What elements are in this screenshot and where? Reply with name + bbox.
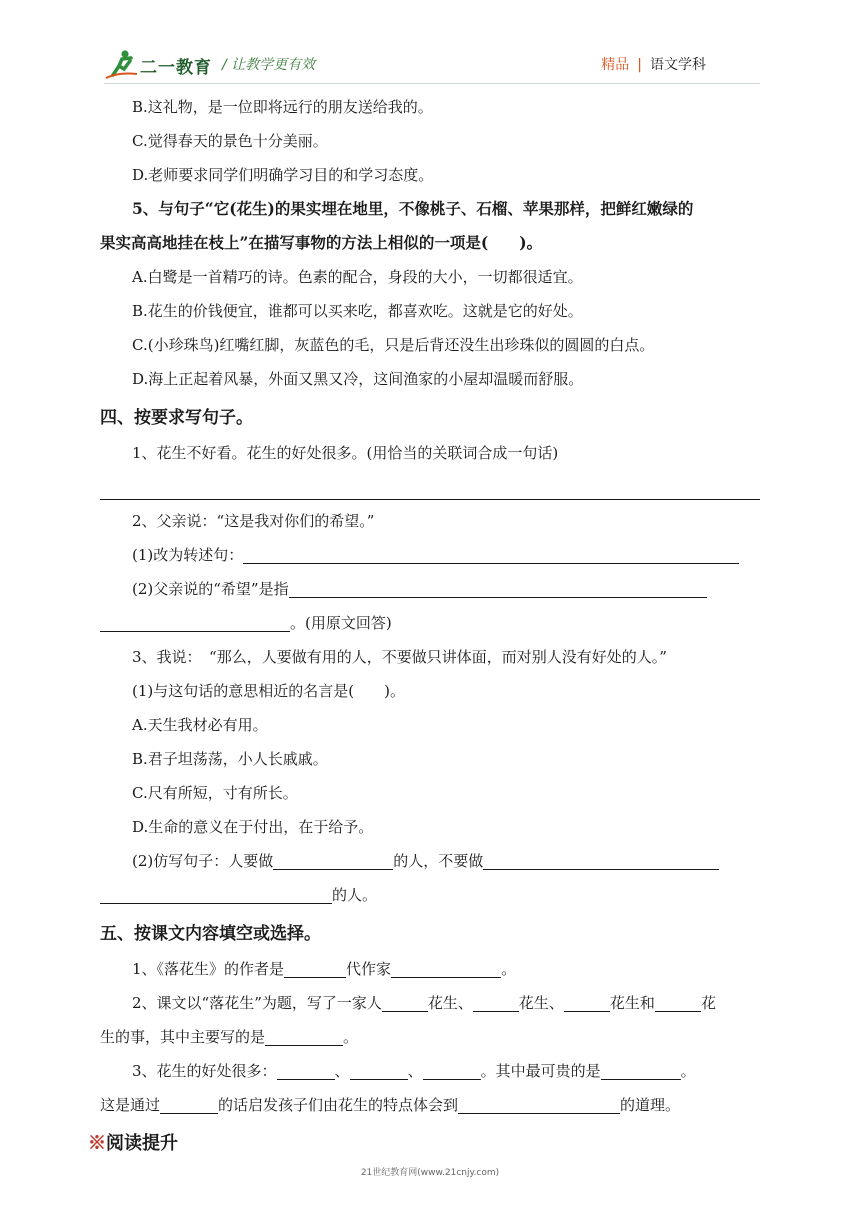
reading-heading xyxy=(88,1122,760,1162)
s5-q2-text-c: 花生、 xyxy=(518,994,564,1012)
s5-q3-cont xyxy=(100,1088,760,1122)
s4-q3-2-blank-1[interactable] xyxy=(273,849,393,870)
s4-q2-2-tail: 。(用原文回答) xyxy=(290,614,392,632)
worksheet-content xyxy=(88,90,760,1162)
s4-q2: 2、父亲说：“这是我对你们的希望。” xyxy=(132,512,375,530)
header-subject xyxy=(601,54,706,74)
quality-tag: 精品 xyxy=(601,57,630,73)
s5-q1-blank-2[interactable] xyxy=(391,957,501,978)
s5-q3 xyxy=(100,1054,760,1088)
section4-title: 四、按要求写句子。 xyxy=(100,408,253,428)
s4-q2-2 xyxy=(100,572,760,606)
runner-logo-icon xyxy=(104,48,138,80)
s4-q3-option-c: C.尺有所短，寸有所长。 xyxy=(132,784,298,802)
s4-q2-2-cont xyxy=(100,606,760,640)
s4-q3-2 xyxy=(100,844,760,878)
s5-q1-text-a: 1、《落花生》的作者是 xyxy=(132,960,285,978)
s5-q3-blank-4[interactable] xyxy=(601,1059,681,1080)
s5-q2-text-a: 2、课文以“落花生”为题，写了一家人 xyxy=(132,994,382,1012)
s4-q3-2-tail: 的人。 xyxy=(332,886,378,904)
s5-q3-sep-2: 、 xyxy=(407,1062,423,1080)
s5-q1-text-b: 代作家 xyxy=(346,960,392,978)
reference-mark: ※ xyxy=(88,1133,106,1154)
s5-q2 xyxy=(100,986,760,1020)
subject-label: 语文学科 xyxy=(650,57,706,73)
s5-q2-text-b: 花生、 xyxy=(427,994,473,1012)
s5-q2-text-g: 。 xyxy=(343,1028,359,1046)
q5-stem-line1: 5、与句子“它(花生)的果实埋在地里，不像桃子、石榴、苹果那样，把鲜红嫩绿的 xyxy=(132,199,694,218)
s5-q2-blank-1[interactable] xyxy=(382,991,428,1012)
q4-option-b: B.这礼物，是一位即将远行的朋友送给我的。 xyxy=(132,98,433,116)
section5-title: 五、按课文内容填空或选择。 xyxy=(100,924,321,944)
reading-title: 阅读提升 xyxy=(106,1133,178,1154)
s4-q2-1 xyxy=(100,538,760,572)
q5-option-c: C.(小珍珠鸟)红嘴红脚，灰蓝色的毛，只是后背还没生出珍珠似的圆圆的白点。 xyxy=(132,336,655,354)
s4-q3-2-cont xyxy=(100,878,760,912)
s5-q3-text-c: 。 xyxy=(680,1062,696,1080)
q5-option-d: D.海上正起着风暴，外面又黑又冷，这间渔家的小屋却温暖而舒服。 xyxy=(132,370,584,388)
q5-option-b: B.花生的价钱便宜，谁都可以买来吃，都喜欢吃。这就是它的好处。 xyxy=(132,302,583,320)
s4-q2-2-blank-1[interactable] xyxy=(289,577,707,598)
s5-q3-text-f: 的道理。 xyxy=(620,1096,681,1114)
s5-q2-text-e: 花 xyxy=(700,994,716,1012)
s5-q1-blank-1[interactable] xyxy=(284,957,346,978)
s5-q3-blank-1[interactable] xyxy=(277,1059,335,1080)
s4-q2-1-blank[interactable] xyxy=(243,543,739,564)
s5-q3-text-e: 的话启发孩子们由花生的特点体会到 xyxy=(218,1096,459,1114)
s4-q2-2-label: (2)父亲说的“希望”是指 xyxy=(132,580,289,598)
s5-q2-text-d: 花生和 xyxy=(609,994,655,1012)
header-separator: | xyxy=(637,57,642,73)
s5-q2-text-f: 生的事，其中主要写的是 xyxy=(100,1028,266,1046)
s4-q2-1-label: (1)改为转述句： xyxy=(132,546,244,564)
s4-q3-option-a: A.天生我材必有用。 xyxy=(132,716,268,734)
s5-q3-blank-3[interactable] xyxy=(423,1059,481,1080)
s4-q1-answer-line[interactable] xyxy=(100,470,760,504)
s5-q3-text-b: 。其中最可贵的是 xyxy=(480,1062,601,1080)
s5-q3-blank-2[interactable] xyxy=(350,1059,408,1080)
s4-q1: 1、花生不好看。花生的好处很多。(用恰当的关联词合成一句话) xyxy=(132,444,559,462)
s5-q2-blank-4[interactable] xyxy=(655,991,701,1012)
s5-q3-text-a: 3、花生的好处很多： xyxy=(132,1062,277,1080)
s4-q3-2-mid: 的人，不要做 xyxy=(393,852,484,870)
q4-option-d: D.老师要求同学们明确学习目的和学习态度。 xyxy=(132,166,434,184)
s5-q2-blank-5[interactable] xyxy=(265,1025,343,1046)
s4-q3-option-b: B.君子坦荡荡，小人长戚戚。 xyxy=(132,750,328,768)
s5-q2-cont xyxy=(100,1020,760,1054)
s5-q3-sep-1: 、 xyxy=(334,1062,350,1080)
header-slogan: / 让教学更有效 xyxy=(222,57,316,73)
s5-q2-blank-3[interactable] xyxy=(564,991,610,1012)
page-header xyxy=(0,0,860,84)
s5-q1 xyxy=(100,952,760,986)
s4-q3-2-blank-3[interactable] xyxy=(100,883,332,904)
s5-q3-blank-5[interactable] xyxy=(160,1093,218,1114)
page-footer: 21世纪教育网(www.21cnjy.com) xyxy=(360,1168,500,1178)
s4-q3-option-d: D.生命的意义在于付出，在于给予。 xyxy=(132,818,374,836)
q4-option-c: C.觉得春天的景色十分美丽。 xyxy=(132,132,328,150)
s5-q2-blank-2[interactable] xyxy=(473,991,519,1012)
s5-q1-text-c: 。 xyxy=(501,960,517,978)
s4-q3-2-label: (2)仿写句子：人要做 xyxy=(132,852,274,870)
s4-q3-1: (1)与这句话的意思相近的名言是( )。 xyxy=(132,682,405,700)
s4-q3: 3、我说： “那么，人要做有用的人，不要做只讲体面，而对别人没有好处的人。” xyxy=(132,648,667,666)
q5-option-a: A.白鹭是一首精巧的诗。色素的配合，身段的大小，一切都很适宜。 xyxy=(132,268,583,286)
logo-text: 二一教育 xyxy=(140,58,212,78)
s5-q3-text-d: 这是通过 xyxy=(100,1096,161,1114)
s4-q3-2-blank-2[interactable] xyxy=(483,849,719,870)
q5-stem-line2: 果实高高地挂在枝上”在描写事物的方法上相似的一项是( )。 xyxy=(100,233,543,252)
header-divider xyxy=(104,83,760,84)
s5-q3-blank-6[interactable] xyxy=(458,1093,620,1114)
s4-q2-2-blank-2[interactable] xyxy=(100,611,290,632)
